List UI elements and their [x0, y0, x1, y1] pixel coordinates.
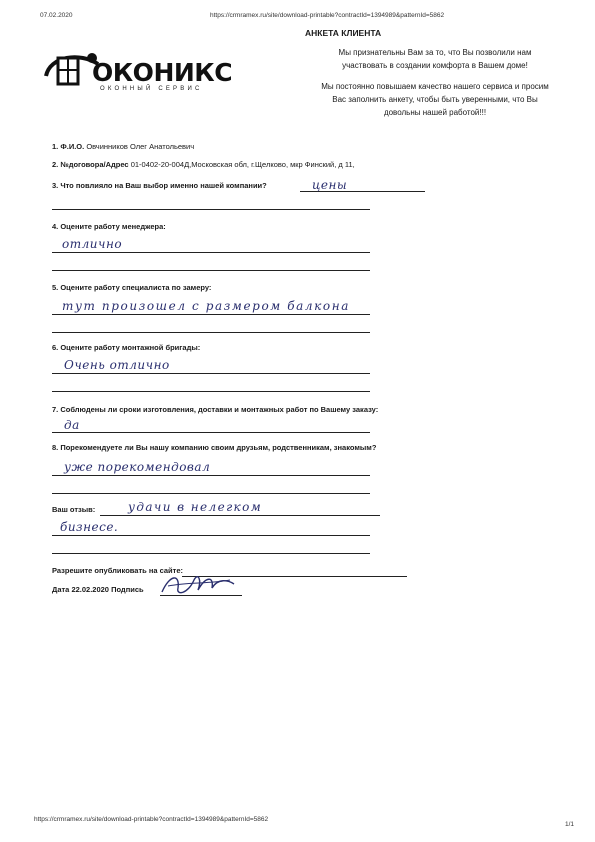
intro-line-1: Мы признательны Вам за то, что Вы позволили нам [338, 48, 532, 57]
intro-line-3: Мы постоянно повышаем качество нашего сервиса и просим [321, 82, 549, 91]
answer-5: тут произошел с размером балкона [62, 299, 350, 313]
page-number: 1/1 [565, 821, 575, 828]
question-5: 5. Оцените работу специалиста по замеру: [52, 283, 212, 292]
date-signature-label: Дата 22.02.2020 Подпись [52, 585, 144, 594]
contract-label: 2. №договора/Адрес [52, 160, 129, 169]
intro-line-5: довольны нашей работой!!! [383, 108, 487, 117]
logo-subtitle: ОКОННЫЙ СЕРВИС [100, 86, 203, 92]
publish-label: Разрешите опубликовать на сайте: [52, 566, 183, 575]
answer-line [52, 535, 370, 536]
fio-label: 1. Ф.И.О. [52, 142, 85, 151]
intro-line-4: Вас заполнить анкету, чтобы быть уверенными, что Вы [332, 95, 538, 104]
logo-wordmark: ОКОНИКС [92, 58, 233, 87]
footer-url: https://crmramex.ru/site/download-printable?contractId=1394989&patternId=5862 [34, 816, 269, 823]
answer-line [52, 270, 370, 271]
answer-line [52, 252, 370, 253]
review-label: Ваш отзыв: [52, 505, 96, 514]
answer-line [52, 314, 370, 315]
review-text-line-2: бизнесе. [60, 520, 119, 534]
answer-6: Очень отлично [64, 358, 170, 372]
answer-line [100, 515, 380, 516]
contract-row [52, 160, 355, 169]
answer-8: уже порекомендовал [64, 460, 211, 474]
answer-line [52, 432, 370, 433]
answer-7: да [64, 418, 80, 432]
page-title: АНКЕТА КЛИЕНТА [305, 28, 382, 38]
print-date: 07.02.2020 [40, 12, 73, 19]
answer-3: цены [312, 178, 348, 192]
answer-line [52, 553, 370, 554]
answer-line [52, 493, 370, 494]
handwritten-signature [158, 570, 238, 600]
question-7: 7. Соблюдены ли сроки изготовления, доставки и монтажных работ по Вашему заказу: [52, 405, 379, 414]
question-4: 4. Оцените работу менеджера: [52, 222, 166, 231]
review-text-line-1: удачи в нелегком [128, 500, 263, 514]
intro-line-2: участвовать в создании комфорта в Вашем доме! [342, 61, 528, 70]
answer-line [52, 475, 370, 476]
question-8: 8. Порекомендуете ли Вы нашу компанию своим друзьям, родственникам, знакомым? [52, 443, 377, 452]
intro-text [300, 46, 570, 119]
answer-line [52, 332, 370, 333]
fio-value: Овчинников Олег Анатольевич [86, 142, 195, 151]
answer-4: отлично [62, 237, 123, 251]
question-6: 6. Оцените работу монтажной бригады: [52, 343, 201, 352]
answer-line [52, 209, 370, 210]
contract-value: 01-0402-20-004Д,Московская обл, г.Щелково, мкр Финский, д 11, [130, 160, 355, 169]
answer-line [52, 391, 370, 392]
fio-row [52, 142, 194, 151]
company-logo [40, 46, 250, 96]
answer-line [52, 373, 370, 374]
header-url: https://crmramex.ru/site/download-printable?contractId=1394989&patternId=5862 [210, 12, 445, 19]
question-3: 3. Что повлияло на Ваш выбор именно нашей компании? [52, 181, 267, 190]
